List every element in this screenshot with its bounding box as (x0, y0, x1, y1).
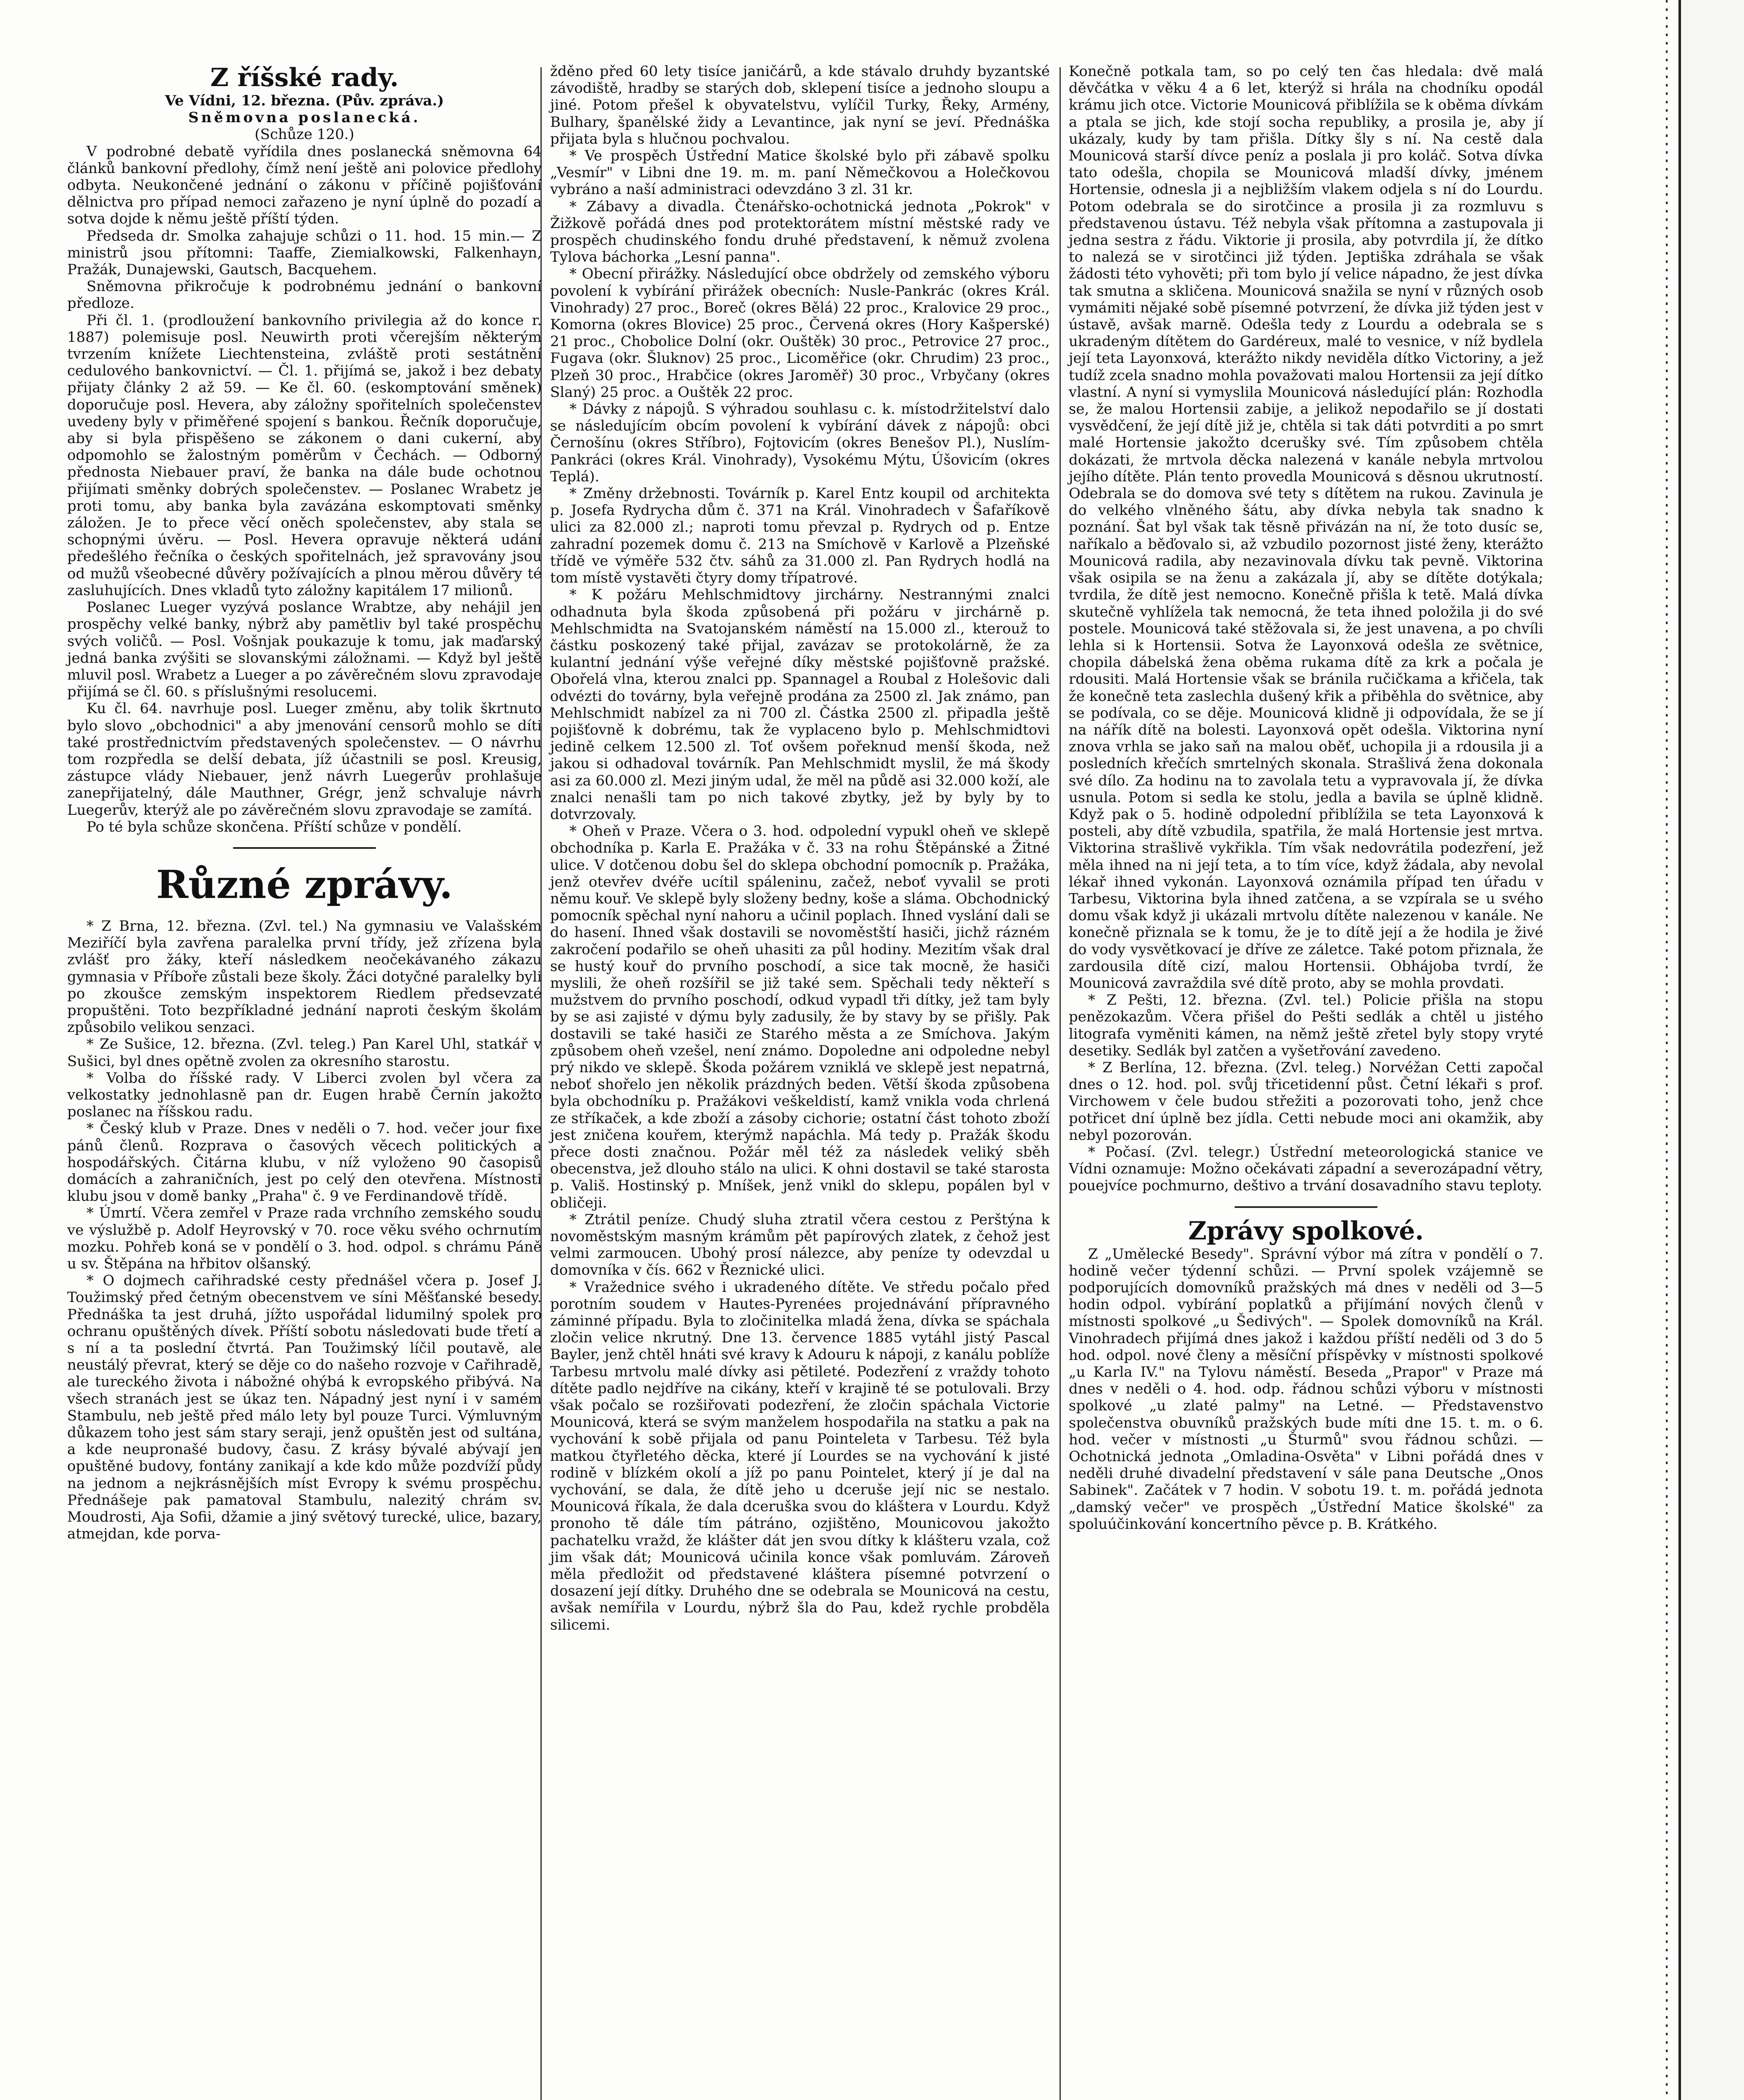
news-item: * Z Pešti, 12. března. (Zvl. tel.) Policie přišla na stopu penězokazům. Včera přišel do Pešti sedlák a chtěl u jistého litografa vyměniti kámen, na němž ještě zřetel byly stopy vryté desetiky. Sedlák byl zatčen a vyšetřování zavedeno. (1069, 992, 1543, 1059)
news-item: * Vražednice svého i ukradeného dítěte. Ve středu počalo před porotním soudem v Hautes-Pyrenées projednávání přípravného záminné případu. Byla to zločinitelka mladá žena, dívka se spáchala zločin velice nkrutný. Dne 13. července 1885 vytáhl jistý Pascal Bayler, jenž chtěl hnáti své kravy k Adouru k nápoji, z kanálu poblíže Tarbesu mrtvolu malé dívky asi pětileté. Podezření z vraždy tohoto dítěte padlo nejdříve na cikány, kteří v krajině té se potulovali. Brzy však počalo se rozšiřovati podezření, že zločin spáchala Victorie Mounicová, která se svým manželem hospodařila na statku a pak na vychování k sobě přijala od panu Pointeleta v Tarbesu. Též byla matkou čtyřletého děcka, které jí Lourdes se na vychování k jisté rodině v blízkém okolí a jíž po panu Pointelet, který jí je dal na vychování, se dala, že dítě jeho u dceruše její nic se nestalo. Mounicová říkala, že dala dceruška svou do kláštera v Lourdu. Když pronoho tě dále tím pátráno, ozjištěno, Mounicovou jakožto pachatelku vražd, že klášter dát jen svou dítky k klášteru vzala, což jim však dát; Mounicová učinila konce však pomluvám. Zároveň měla předložit od představené kláštera písemné potvrzení o dosazení její dítky. Druhého dne se odebrala se Mounicová na cestu, avšak nemířila v Lourdu, nýbrž šla do Pau, kdež rychle probděla silicemi. (550, 1278, 1050, 1633)
news-item: žděno před 60 lety tisíce janičárů, a kde stávalo druhdy byzantské závodiště, hradby se starých dob, sklepení tisíce a jednoho sloupu a jiné. Potom přešel k obyvatelstvu, vylíčil Turky, Řeky, Armény, Bulhary, španělské židy a Levantince, jak nyní se jeví. Přednáška přijata byla s hlučnou pochvalou. (550, 63, 1050, 147)
news-item: * K požáru Mehlschmidtovy jirchárny. Nestrannými znalci odhadnuta byla škoda způsobená při požáru v jirchárně p. Mehlschmidta na Svatojanském náměstí na 15.000 zl., kterouž to částku poskozený také přijal, zavázav se protokolárně, že za kulantní jednání výše veřejné díky městské pojišťovně pražské. Obořelá vlna, kterou znalci pp. Spannagel a Roubal z Holešovic dali odvézti do továrny, byla veřejně prodána za 2500 zl. Jak známo, pan Mehlschmidt nabízel za ni 700 zl. Částka 2500 zl. připadla ještě pojišťovně k dobrému, tak že vyplaceno bylo p. Mehlschmidtovi jedině celkem 12.500 zl. Toť ovšem pořeknud menší škoda, než jakou si odhadoval továrník. Pan Mehlschmidt myslil, že má škody asi za 60.000 zl. Mezi jiným udal, že měl na půdě asi 32.000 koží, ale znalci nenašli tam po nich takové zbytky, jež by byly by to dotvrzovaly. (550, 586, 1050, 823)
news-item: * Dávky z nápojů. S výhradou souhlasu c. k. místodržitelství dalo se následujícím obcím povolení k vybírání dávek z nápojů: obci Černošínu (okres Stříbro), Fojtovicím (okres Benešov Pl.), Nuslím-Pankráci (okres Král. Vinohrady), Vysokému Mýtu, Úšovicím (okres Teplá). (550, 401, 1050, 485)
subheading-chamber: Sněmovna poslanecká. (188, 109, 421, 126)
paragraph: Po té byla schůze skončena. Příští schůze v pondělí. (87, 818, 462, 835)
paragraph: Sněmovna přikročuje k podrobnému jednání o bankovní předloze. (67, 278, 542, 312)
section-heading-reichsrat: Z říšské rady. (210, 63, 399, 92)
section-heading-clubs: Zprávy spolkové. (1188, 1216, 1424, 1246)
section-separator (1235, 1206, 1377, 1208)
column-divider (1060, 67, 1061, 2100)
news-item: * Český klub v Praze. Dnes v neděli o 7. hod. večer jour fixe pánů členů. Rozprava o časových věcech politických a hospodářských. Čitárna klubu, v níž vyloženo 90 časopisů domácích a zahraničních, jest po celý den otevřena. Místnosti klubu jsou v domě banky „Praha" č. 9 ve Ferdinandově třídě. (67, 1120, 542, 1205)
news-item: * Z Brna, 12. března. (Zvl. tel.) Na gymnasiu ve Valašském Meziříčí byla zavřena paralelka první třídy, jež zřízena byla zvlášť pro žáky, kteří následkem neočekávaného zákazu gymnasia v Příboře zůstali beze školy. Žáci dotyčné paralelky byli po zkoušce zemským inspektorem Riedlem předsevzaté propuštěni. Toto bezpříkladné jednání naproti českým školám způsobilo velikou senzaci. (67, 917, 542, 1036)
section-heading-news: Různé zprávy. (156, 861, 453, 907)
news-item: * Počasí. (Zvl. telegr.) Ústřední meteorologická stanice ve Vídni oznamuje: Možno očekávati západní a severozápadní větry, pouejvíce pochmurno, deštivo a trvání dosavadního stavu teploty. (1069, 1144, 1543, 1194)
news-item: * Změny držebnosti. Továrník p. Karel Entz koupil od architekta p. Josefa Rydrycha dům č. 371 na Král. Vinohradech v Šafaříkově ulici za 82.000 zl.; naproti tomu převzal p. Rydrych od p. Entze zahradní pozemek domu č. 213 na Smíchově v Karlově a Plzeňské třídě ve výměře 532 čtv. sáhů za 31.000 zl. Pan Rydrych hodlá na tom místě vystavěti čtyry domy třípatrové. (550, 485, 1050, 587)
paragraph: Předseda dr. Smolka zahajuje schůzi o 11. hod. 15 min.— Z ministrů jsou přítomni: Taaffe, Ziemialkowski, Falkenhayn, Pražák, Dunajewski, Gautsch, Bacquehem. (67, 227, 542, 278)
news-item: * Oheň v Praze. Včera o 3. hod. odpolední vypukl oheň ve sklepě obchodníka p. Karla E. Pražáka v č. 33 na rohu Štěpánské a Žitné ulice. V dotčenou dobu šel do sklepa obchodní pomocník p. Pražáka, jenž otevřev dvéře ucítil spáleninu, začež, neboť vyvalil se proti němu kouř. Ve sklepě byly složeny bedny, koše a sláma. Obchodnický pomocník spěchal nyní nahoru a učinil poplach. Ihned vyslání dali se do hasení. Ihned však dostavili se novoměstští hasiči, jichž rázném zakročení podařilo se oheň uhasiti za půl hodiny. Mezitím však dral se hustý kouř do prvního poschodí, a sice tak mocně, že hasiči myslili, že oheň rozšířil se již také sem. Spěchali tedy někteří s mužstvem do prvního poschodí, odkud vypadl tři dítky, jež tam byly by se asi zajisté v dýmu byly zadusily, že by stavy by se přišly. Pak dostavili se také hasiči ze Starého města a ze Smíchova. Jakým způsobem oheň vzešel, není známo. Dopoledne ani odpoledne nebyl prý nikdo ve sklepě. Škoda požárem vzniklá ve sklepě jest nepatrná, neboť shořelo jen několik prázdných beden. Větší škoda způsobena byla obchodníku p. Pražákovi veškeldistí, kamž vnikla voda chrlená ze stříkaček, a kde zboží a zásoby cichorie; ostatní část tohoto zboží jest zničena kouřem, kterýmž napáchla. Má tedy p. Pražák škodu přece dosti značnou. Požár měl též za následek veliký sběh obecenstva, jež dlouho stálo na ulici. K ohni dostavil se také starosta p. Vališ. Hostinský p. Mníšek, jenž vnikl do sklepu, popálen byl v obličeji. (550, 823, 1050, 1211)
column-2 (550, 63, 1050, 1633)
news-item: * Volba do říšské rady. V Liberci zvolen byl včera za velkostatky jednohlasně pan dr. Eugen hrabě Černín jakožto poslanec na říšskou radu. (67, 1069, 542, 1121)
section-separator (233, 847, 376, 849)
news-item: * Ze Sušice, 12. března. (Zvl. teleg.) Pan Karel Uhl, statkář v Sušici, byl dnes opětně zvolen za okresního starostu. (67, 1036, 542, 1070)
news-item: * Úmrtí. Včera zemřel v Praze rada vrchního zemského soudu ve výslužbě p. Adolf Heyrovský v 70. roce věku svého ochrnutím mozku. Pohřeb koná se v pondělí o 3. hod. odpol. s chrámu Páně u sv. Štěpána na hřbitov olšanský. (67, 1205, 542, 1272)
club-news: Z „Umělecké Besedy". Správní výbor má zítra v pondělí o 7. hodině večer týdenní schůzi. — První spolek vzájemně se podporujících domovníků pražských má dnes v neděli od 3—5 hodin odpol. vybírání poplatků a přijímání nových členů v místnosti spolkové „u Šedivých". — Spolek domovníků na Král. Vinohradech přijímá dnes jakož i každou příští neděli od 3 do 5 hod. odpol. nové členy a měsíční příspěvky v místnosti spolkové „u Karla IV." na Tylovu náměstí. Beseda „Prapor" v Praze má dnes v neděli o 4. hod. odp. řádnou schůzi výboru v místnosti spolkové „u zlaté palmy" na Letné. — Představenstvo společenstva obuvníků pražských bude míti dne 15. t. m. o 6. hod. večer v místnosti „u Šturmů" svou řádnou schůzi. — Ochotnická jednota „Omladina-Osvěta" v Libni pořádá dnes v neděli druhé divadelní představení v sále pana Deutsche „Onos Sabinek". Začátek v 7 hodin. V sobotu 19. t. m. pořádá jednota „damský večer" ve prospěch „Ústřední Matice školské" za spoluúčinkování koncertního pěvce p. B. Krátkého. (1069, 1245, 1543, 1533)
paragraph: Při čl. 1. (prodloužení bankovního privilegia až do konce r. 1887) polemisuje posl. Neuwirth proti včerejším některým tvrzením knížete Liechtensteina, zvláště proti sestátnění cedulového bankovnictví. — Čl. 1. přijímá se, jakož i bez debaty přijaty články 2 až 59. — Ke čl. 60. (eskomptování směnek) doporučuje posl. Hevera, aby záložny spořitelních společenstev uvedeny byly v přiměřené spojení s bankou. Řečník doporučuje, aby si byla přispěšeno se zákonem o dani cukerní, aby odpomohlo se žalostným poměrům v Čechách. — Odborný přednosta Niebauer praví, že banka na dále bude ochotnou přijímati směnky dobrých společenstev. — Poslanec Wrabetz je proti tomu, aby banka byla zavázána eskomptovati směnky záložen. Je to přece věcí oněch společenstev, aby stala se schopnými úvěru. — Posl. Hevera opravuje některá udání předešlého řečníka o českých spořitelnách, jež spravovány jsou od mužů všeobecné důvěry požívajících a plnou měrou důvěry té zasluhujících. Dnes vkladů tyto záložny kapitálem 17 milionů. (67, 312, 542, 599)
column-1 (67, 63, 542, 1542)
news-item: * Z Berlína, 12. března. (Zvl. teleg.) Norvéžan Cetti započal dnes o 12. hod. pol. svůj třicetidenní půst. Četní lékaři s prof. Virchowem v čele budou střežiti a pozorovati toho, jenž chce potřicet dní úplně bez jídla. Cetti nebude moci ani okamžik, aby nebyl pozorován. (1069, 1059, 1543, 1144)
dateline: Ve Vídni, 12. března. (Pův. zpráva.) (165, 92, 444, 109)
page-edge-binding (1678, 0, 1744, 2100)
session-number: (Schůze 120.) (254, 126, 354, 143)
news-item: Konečně potkala tam, so po celý ten čas hledala: dvě malá děvčátka v věku 4 a 6 let, kterýž si hrála na chodníku opodál krámu jich otce. Victorie Mounicová přiblížila se k oběma dívkám a ptala se jich, kde stojí socha republiky, a prosila je, aby jí ukázaly, kudy by tam přišla. Dítky šly s ní. Na cestě dala Mounicová starší dívce peníz a poslala ji pro koláč. Sotva dívka tato odešla, chopila se Mounicová mladší dívky, jménem Hortensie, odnesla ji a nejbližším vlakem odjela s ní do Lourdu. Potom odebrala se do sirotčince a prosila ji za rozmluvu s představenou ústavu. Též nebyla však přítomna a zastupovala ji jedna sestra z řádu. Viktorie ji prosila, aby potvrdila jí, že dítko to nalezá se v sirotčinci již týden. Jeptiška zdráhala se však žádosti této vyhověti; při tom bylo jí velice nápadno, že jest dívka tak smutna a skličena. Mounicová snažila se nyní v různých osob vymámiti nějaké sobě písemné potvrzení, že dívka již týden jest v ústavě, avšak marně. Odešla tedy z Lourdu a odebrala se s ukradeným dítětem do Gardéreux, malé to vesnice, v níž bydlela její teta Layonxová, kterážto nikdy neviděla dítko Victoriny, a jež tudíž zcela snadno mohla považovati malou Hortensii za její dítko vlastní. A nyní si vymyslila Mounicová následující plán: Rozhodla se, že malou Hortensii zabije, a jelikož nepodařilo se jí dostati vysvědčení, že její dítě již je, chtěla si tak dáti potvrditi a po smrt malé Hortensie jakožto dcerušky své. Tím způsobem chtěla dokázati, že mrtvola děcka nalezená v kanále nebyla mrtvolou jejího dítěte. Plán tento provedla Mounicová s děsnou ukrutností. Odebrala se do domova své tety s dítětem na rukou. Zavinula je do velkého vlněného šátu, aby dívka nebyla tak snadno k poznání. Šat byl však tak těsně přivázán na ní, že toto dusíc se, naříkalo a běďovalo si, až vzbudilo pozornost jisté ženy, kterážto Mounicová radila, aby nezavinovala dívku tak pevně. Viktorina však osipila se na ženu a zakázala jí, aby se dítěte dotýkala; tvrdila, že dítě jest nemocno. Konečně přišla k tetě. Malá dívka skutečně vyhlížela tak nemocná, že teta ihned položila ji do své postele. Mounicová také stěžovala si, že jest unavena, a po chvíli lehla si k Hortensii. Sotva že Layonxová odešla ze světnice, chopila dábelská žena oběma rukama dítě za krk a počala je rdousiti. Malá Hortensie však se bránila ručičkama a křičela, tak že konečně teta zaslechla dušený křik a přiběhla do světnice, aby se podívala, co se děje. Mounicová klidně ji odpovídala, že se jí na nářík dítě na bolesti. Layonxová opět odešla. Viktorina nyní znova vrhla se jako saň na malou oběť, uchopila ji a rdousila ji a posledních křečích smrtelných skonala. Strašlivá žena dokonala své dílo. Za hodinu na to zavolala tetu a vypravovala jí, že dívka usnula. Potom si sedla ke stolu, jedla a bavila se úplně klidně. Když pak o 5. hodině odpolední přiblížila se teta Layonxová k posteli, aby dítě vzbudila, spatřila, že malá Hortensie jest mrtva. Viktorina strašlivě vykřikla. Tím však nedovrátila podezření, jež měla ihned na ni její teta, a to tím více, když žádala, aby nevolal lékař ihned vykonán. Layonxová oznámila případ ten úřadu v Tarbesu, Viktorina byla ihned zatčena, a se vzpírala se u svého domu však když ji ukázali mrtvolu dítěte nalezenou v kanále. Ne konečně přiznala se k tomu, že je to dítě její a že hodila je živé do vody vysvětkovací je dříve ze záletce. Také potom přiznala, že zardousila dítě cizí, malou Hortensii. Obhájoba tvrdí, že Mounicová zavraždila své dítě proto, aby se mohla provdati. (1069, 63, 1543, 992)
paragraph: Ku čl. 64. navrhuje posl. Lueger změnu, aby tolik škrtnuto bylo slovo „obchodnici" a aby jmenování censorů mohlo se díti také prostřednictvím představených společenstev. — O návrhu tom rozpředla se delší debata, jíž účastnili se posl. Kreusig, zástupce vlády Niebauer, jenž návrh Luegerův prohlašuje zanepřijatelný, dále Mauthner, Grégr, jenž schvaluje návrh Luegerův, kterýž ale po závěrečném slovu zpravodaje se zamítá. (67, 700, 542, 819)
paragraph: Poslanec Lueger vyzývá poslance Wrabtze, aby nehájil jen prospěchy velké banky, nýbrž aby pamětliv byl také prospěchu svých voličů. — Posl. Vošnjak poukazuje k tomu, jak maďarský jedná banka zvýšiti se slovanskými záložnami. — Když byl ještě mluvil posl. Wrabetz a Lueger a po závěrečném slovu zpravodaje přijímá se čl. 60. s příslušnými resolucemi. (67, 599, 542, 701)
news-item: * O dojmech cařihradské cesty přednášel včera p. Josef J. Toužimský před četným obecenstvem ve síni Měšťanské besedy. Přednáška ta jest druhá, jížto uspořádal lidumilný spolek pro ochranu opuštěných dívek. Příští sobotu následovati bude třetí a s ní a ta poslední čtvrtá. Pan Toužimský líčil poutavě, ale neustálý převrat, který se děje co do našeho rozvoje v Cařihradě, ale tureckého života i nábožné ohýbá k evropského přibývá. Na všech stranách jest se úkaz ten. Nápadný jest nyní i v samém Stambulu, neb ještě před málo lety byl pouze Turci. Výmluvným důkazem toho jest sám stary seraji, jenž opuštěn jest od sultána, a kde neupronašé budovy, času. Z krásy bývalé abývají jen opuštěné budovy, fontány zanikají a kde kdo může pozdvíží půdy na jednom a nejkrásnějších míst Evropy k svému prospěchu. Přednášeje pak pamatoval Stambulu, nalezitý chrám sv. Moudrosti, Aja Sofii, džamie a jiný světový turecké, ulice, bazary, atmejdan, kde porva- (67, 1272, 542, 1543)
news-item: * Ve prospěch Ústřední Matice školské bylo při zábavě spolku „Vesmír" v Libni dne 19. m. m. paní Němečkovou a Holečkovou vybráno a naší administraci odevzdáno 3 zl. 31 kr. (550, 147, 1050, 198)
column-3 (1069, 63, 1543, 1533)
news-item: * Ztrátil peníze. Chudý sluha ztratil včera cestou z Perštýna k novoměstským masným krámům pět papírových zlatek, z čehož jest velmi zarmoucen. Ubohý prosí nálezce, aby peníze ty odevzdal u domovníka v čís. 662 v Řeznické ulici. (550, 1211, 1050, 1279)
news-item: * Obecní přirážky. Následující obce obdržely od zemského výboru povolení k vybírání přirážek obecních: Nusle-Pankrác (okres Král. Vinohrady) 27 proc., Boreč (okres Bělá) 22 proc., Kralovice 29 proc., Komorna (okres Blovice) 25 proc., Červená okres (Hory Kašperské) 21 proc., Chobolice Dolní (okr. Ouštěk) 30 proc., Petrovice 27 proc., Fugava (okr. Šluknov) 25 proc., Licoměřice (okr. Chrudim) 23 proc., Plzeň 30 proc., Hrabčice (okres Jaroměř) 30 proc., Vrbyčany (okres Slaný) 25 proc. a Ouštěk 22 proc. (550, 265, 1050, 401)
news-item: * Zábavy a divadla. Čtenářsko-ochotnická jednota „Pokrok" v Žižkově pořádá dnes pod protektorátem místní městské rady ve prospěch chudinského fondu druhé představení, k němuž zvolena Tylova báchorka „Lesní panna". (550, 198, 1050, 266)
paragraph: V podrobné debatě vyřídila dnes poslanecká sněmovna 64 článků bankovní předlohy, čímž není ještě ani polovice předlohy odbyta. Neukončené jednání o zákonu v příčině pojišťování dělnictva pro případ nemoci zařazeno je nyní úplně do pozadí a sotva dojde k němu ještě příští týden. (67, 143, 542, 228)
